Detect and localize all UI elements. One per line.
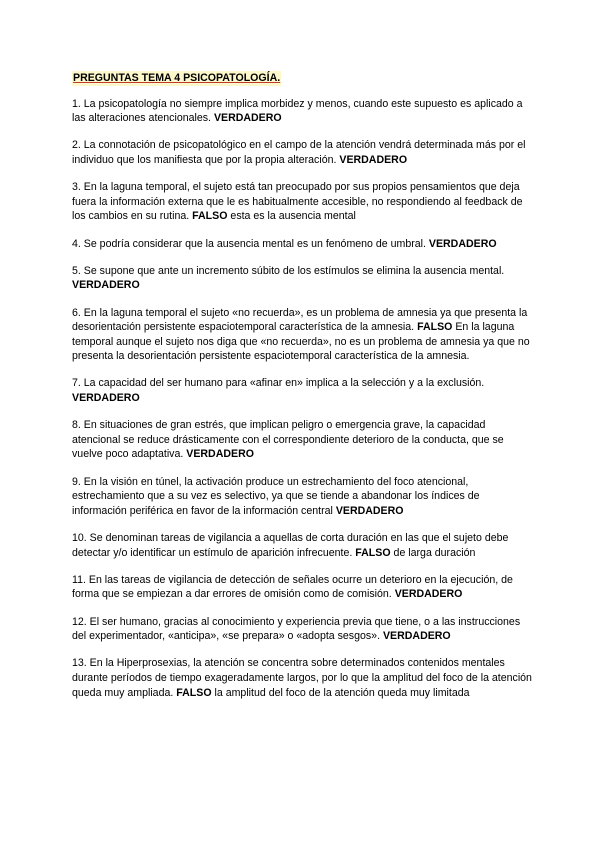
answer-explanation: En la laguna temporal aunque el sujeto nos diga que «no recuerda», no es un problema de amnesia ya que no presenta la desorientación persistente espaciotemporal característica de la amnesia. [72,321,530,363]
question-text: 13. En la Hiperprosexias, la atención se concentra sobre determinados contenidos mentales durante períodos de tiempo exageradamente largos, por lo que la amplitud del foco de la atención queda muy ampliada. [72,657,532,699]
answer-explanation: de larga duración [393,546,476,559]
question-text: 9. En la visión en túnel, la activación produce un estrechamiento del foco atencional, estrechamiento que a su vez es selectivo, ya que se tiende a abandonar los índices de información periférica en favor de la información central [72,475,480,517]
question-item [72,531,534,560]
question-item [72,264,534,293]
question-list [72,97,534,701]
answer-label: VERDADERO [213,112,282,125]
question-item [72,97,534,126]
question-item [72,138,534,167]
answer-label: FALSO [176,686,212,699]
question-text: 10. Se denominan tareas de vigilancia a aquellas de corta duración en las que el sujeto debe detectar y/o identificar un estímulo de aparición infrecuente. [72,532,509,559]
question-text: 1. La psicopatología no siempre implica morbidez y menos, cuando este supuesto es aplicado a las alteraciones atencionales. [72,97,523,125]
question-text: 4. Se podría considerar que la ausencia mental es un fenómeno de umbral. [72,237,426,250]
question-item [72,615,534,644]
answer-explanation: la amplitud del foco de la atención queda muy limitada [214,686,470,699]
question-text: 3. En la laguna temporal, el sujeto está tan preocupado por sus propios pensamientos que deja fuera la información externa que le es habitualmente accesible, no respondiendo al feedback de los cambios en su rutina. [72,181,523,223]
question-text: 6. En la laguna temporal el sujeto «no recuerda», es un problema de amnesia ya que presenta la desorientación persistente espaciotemporal característica de la amnesia. [72,306,528,334]
answer-explanation: esta es la ausencia mental [230,210,356,223]
answer-label: FALSO [417,321,453,334]
answer-label: VERDADERO [72,392,140,405]
question-item [72,656,534,700]
answer-label: FALSO [192,210,228,223]
answer-label: FALSO [355,546,391,559]
document-title: PREGUNTAS TEMA 4 PSICOPATOLOGÍA. [73,72,281,84]
question-text: 11. En las tareas de vigilancia de detección de señales ocurre un deterioro en la ejecución, de forma que se empiezan a dar errores de omisión como de comisión. [72,573,513,601]
question-text: 2. La connotación de psicopatológico en el campo de la atención vendrá determinada más por el individuo que los manifiesta que por la propia alteración. [72,139,526,166]
answer-label: VERDADERO [394,588,463,601]
answer-label: VERDADERO [72,279,140,292]
question-item [72,376,534,405]
question-item [72,180,534,224]
question-item [72,306,534,364]
answer-label: VERDADERO [186,448,254,461]
answer-label: VERDADERO [335,504,404,517]
question-text: 8. En situaciones de gran estrés, que implican peligro o emergencia grave, la capacidad atencional se reduce drásticamente con el correspondiente deterioro de la conducta, que se vuelve poco adaptativa. [72,419,504,461]
question-item [72,475,534,519]
question-item [72,237,534,252]
document-page [72,71,534,713]
answer-label: VERDADERO [428,237,497,250]
question-text: 5. Se supone que ante un incremento súbito de los estímulos se elimina la ausencia mental. [72,264,505,277]
answer-label: VERDADERO [382,630,451,643]
question-item [72,418,534,462]
question-item [72,573,534,602]
answer-label: VERDADERO [339,153,408,166]
question-text: 7. La capacidad del ser humano para «afinar en» implica a la selección y a la exclusión. [72,377,485,390]
question-text: 12. El ser humano, gracias al conocimiento y experiencia previa que tiene, o a las instrucciones del experimentador, «anticipa», «se prepara» o «adopta sesgos». [72,615,521,643]
